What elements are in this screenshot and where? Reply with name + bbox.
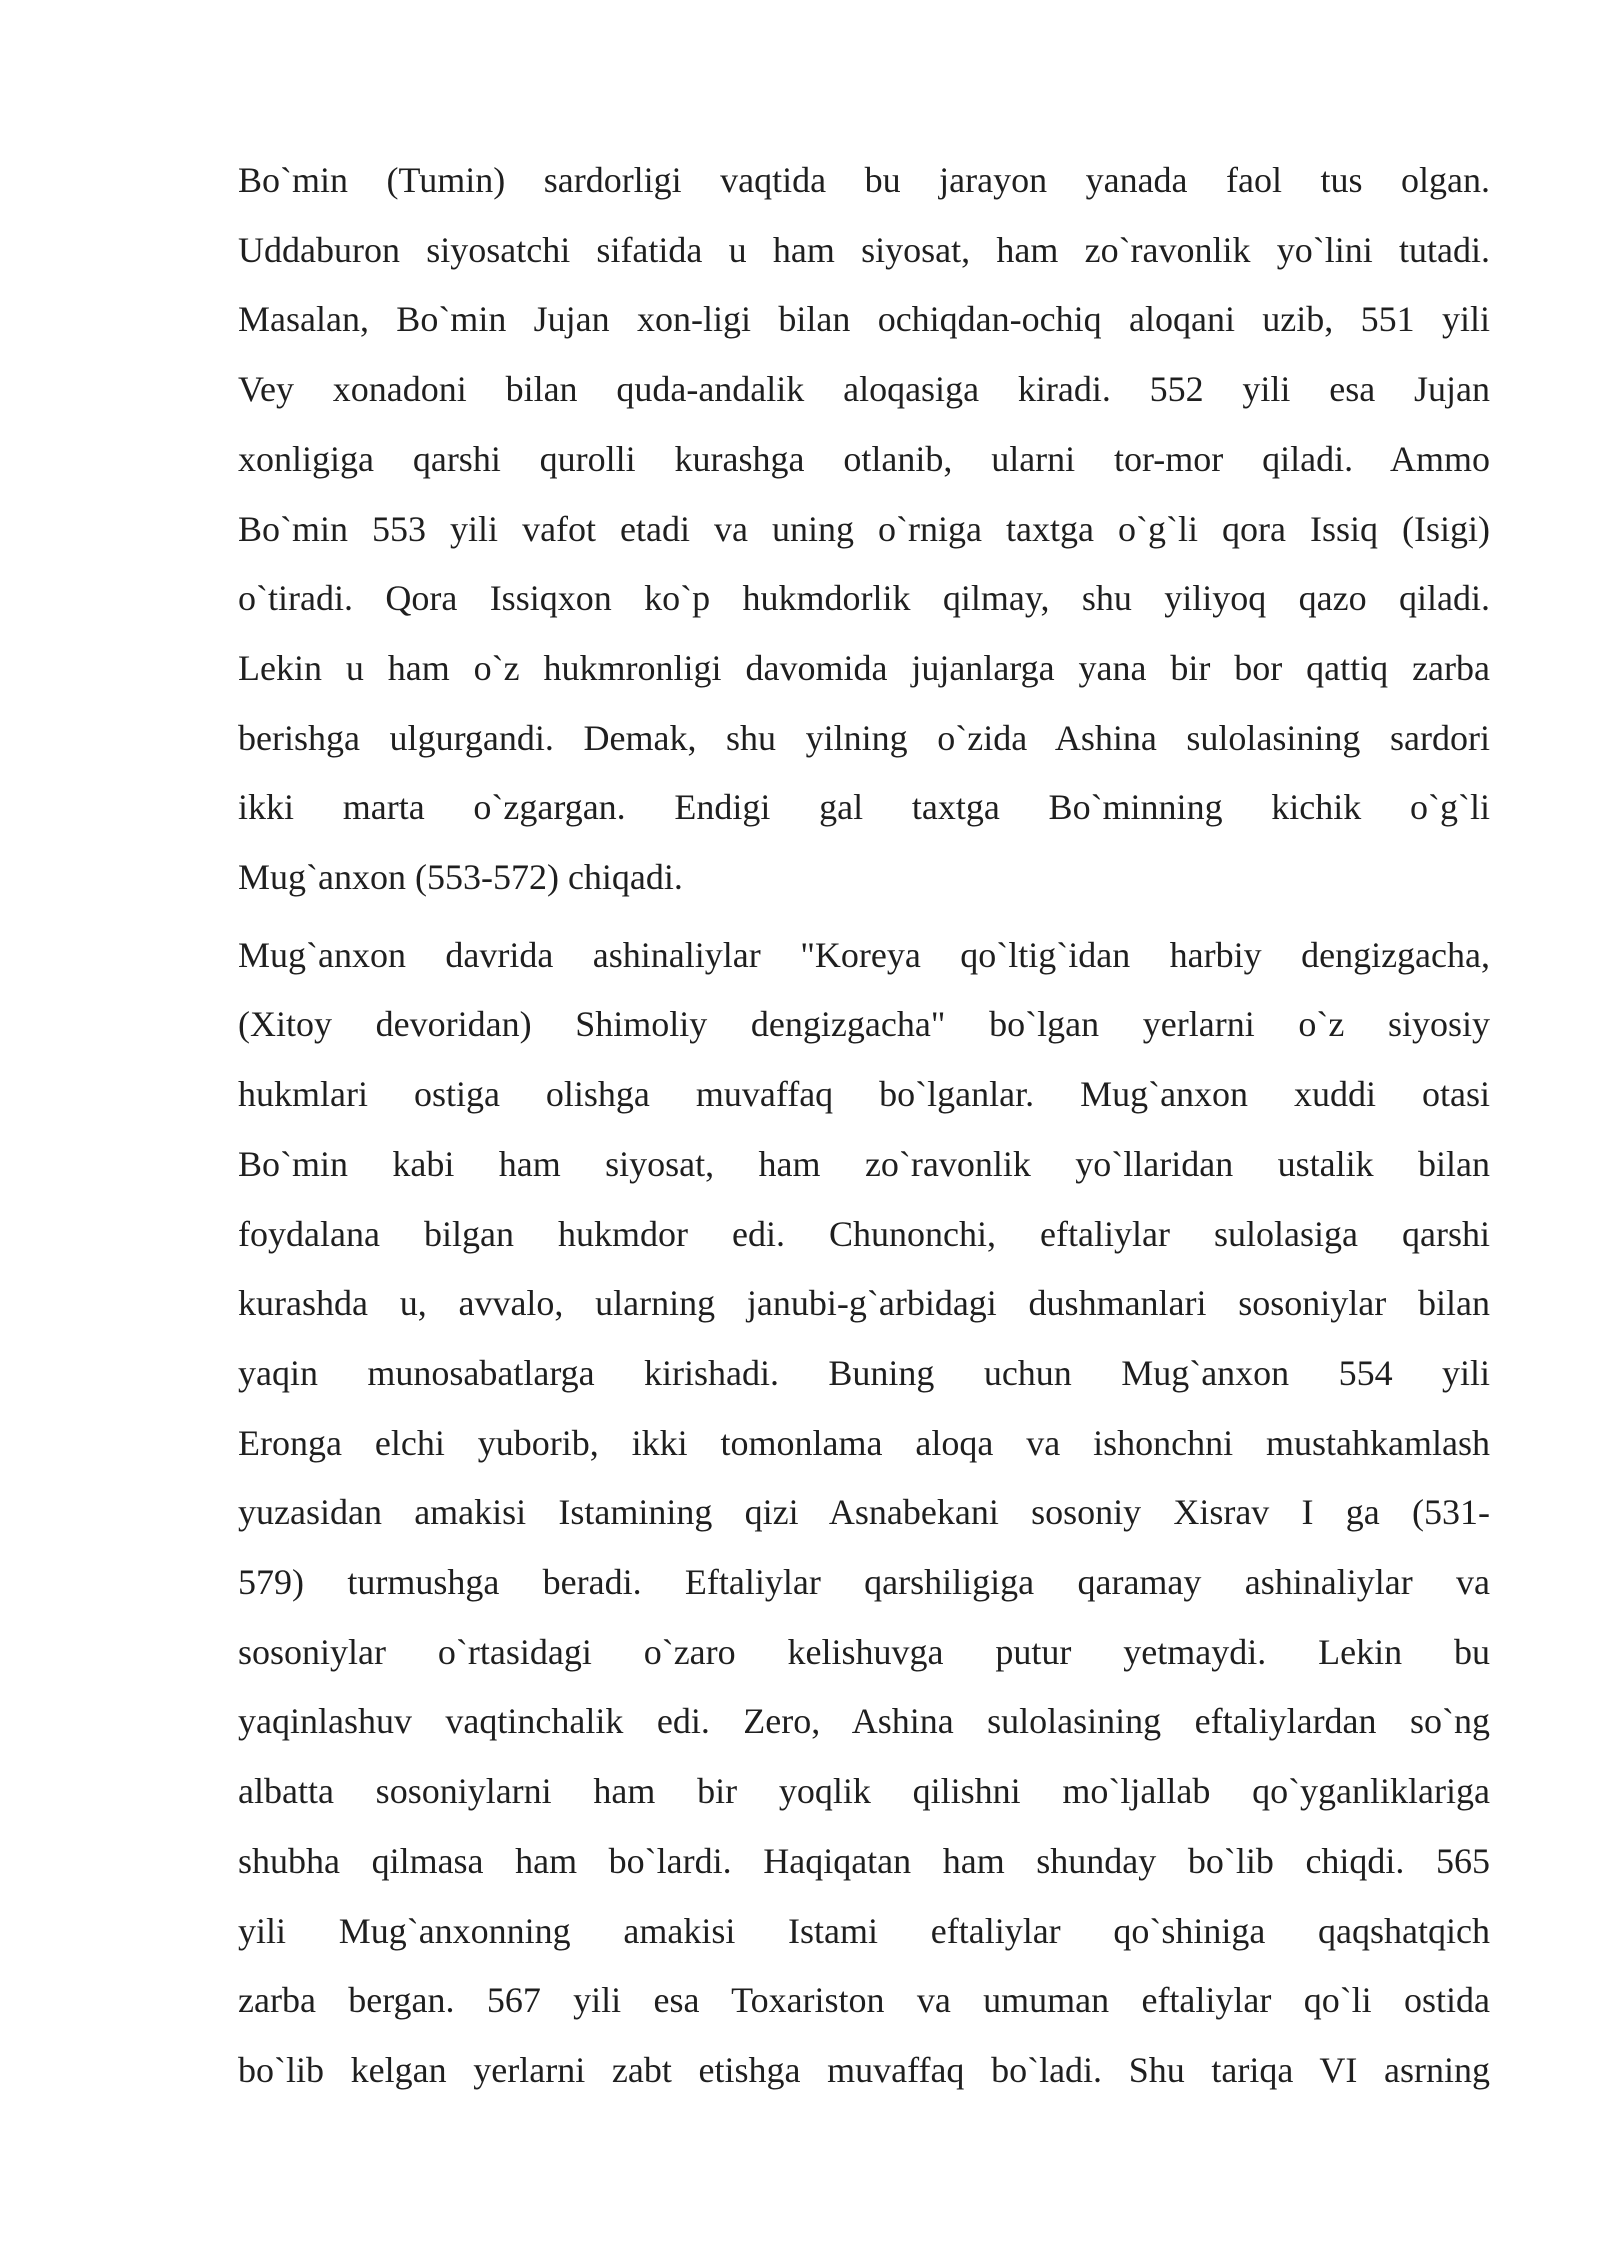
text-line: kurashda u, avvalo, ularning janubi-g`arbidagi dushmanlari sosoniylar bilan <box>238 1283 1490 1324</box>
text-line: (Xitoy devoridan) Shimoliy dengizgacha" bo`lgan yerlarni o`z siyosiy <box>238 1004 1490 1045</box>
text-line: Mug`anxon davrida ashinaliylar "Koreya qo`ltig`idan harbiy dengizgacha, <box>238 934 1490 975</box>
text-line: Lekin u ham o`z hukmronligi davomida jujanlarga yana bir bor qattiq zarba <box>238 647 1490 688</box>
text-line: yaqin munosabatlarga kirishadi. Buning uchun Mug`anxon 554 yili <box>238 1352 1490 1393</box>
paragraph-1 <box>238 146 1490 913</box>
text-line: Masalan, Bo`min Jujan xon-ligi bilan ochiqdan-ochiq aloqani uzib, 551 yili <box>238 299 1490 340</box>
text-line: albatta sosoniylarni ham bir yoqlik qilishni mo`ljallab qo`yganliklariga <box>238 1771 1490 1812</box>
text-line: zarba bergan. 567 yili esa Toxariston va umuman eftaliylar qo`li ostida <box>238 1980 1490 2021</box>
text-line: Bo`min 553 yili vafot etadi va uning o`rniga taxtga o`g`li qora Issiq (Isigi) <box>238 508 1490 549</box>
text-line: hukmlari ostiga olishga muvaffaq bo`lganlar. Mug`anxon xuddi otasi <box>238 1074 1490 1115</box>
paragraph-2 <box>238 921 1490 2106</box>
text-line: ikki marta o`zgargan. Endigi gal taxtga Bo`minning kichik o`g`li <box>238 787 1490 828</box>
text-line: sosoniylar o`rtasidagi o`zaro kelishuvga putur yetmaydi. Lekin bu <box>238 1631 1490 1672</box>
text-line: berishga ulgurgandi. Demak, shu yilning o`zida Ashina sulolasining sardori <box>238 717 1490 758</box>
text-line: xonligiga qarshi qurolli kurashga otlanib, ularni tor-mor qiladi. Ammo <box>238 438 1490 479</box>
text-line: o`tiradi. Qora Issiqxon ko`p hukmdorlik qilmay, shu yiliyoq qazo qiladi. <box>238 578 1490 619</box>
text-line: foydalana bilgan hukmdor edi. Chunonchi, eftaliylar sulolasiga qarshi <box>238 1213 1490 1254</box>
text-line: Mug`anxon (553-572) chiqadi. <box>238 857 683 898</box>
text-line: Bo`min kabi ham siyosat, ham zo`ravonlik yo`llaridan ustalik bilan <box>238 1143 1490 1184</box>
text-line: Vey xonadoni bilan quda-andalik aloqasiga kiradi. 552 yili esa Jujan <box>238 369 1490 410</box>
text-line: Uddaburon siyosatchi sifatida u ham siyosat, ham zo`ravonlik yo`lini tutadi. <box>238 229 1490 270</box>
text-line: shubha qilmasa ham bo`lardi. Haqiqatan ham shunday bo`lib chiqdi. 565 <box>238 1840 1490 1881</box>
text-line: Bo`min (Tumin) sardorligi vaqtida bu jarayon yanada faol tus olgan. <box>238 160 1490 200</box>
text-line: Eronga elchi yuborib, ikki tomonlama aloqa va ishonchni mustahkamlash <box>238 1422 1490 1463</box>
text-line: 579) turmushga beradi. Eftaliylar qarshiligiga qaramay ashinaliylar va <box>238 1562 1490 1603</box>
text-line: yuzasidan amakisi Istamining qizi Asnabekani sosoniy Xisrav I ga (531- <box>238 1492 1490 1533</box>
text-line: yaqinlashuv vaqtinchalik edi. Zero, Ashina sulolasining eftaliylardan so`ng <box>238 1701 1490 1742</box>
body-text <box>238 146 1490 2106</box>
text-line: bo`lib kelgan yerlarni zabt etishga muvaffaq bo`ladi. Shu tariqa VI asrning <box>238 2049 1490 2090</box>
text-line: yili Mug`anxonning amakisi Istami eftaliylar qo`shiniga qaqshatqich <box>238 1910 1490 1951</box>
